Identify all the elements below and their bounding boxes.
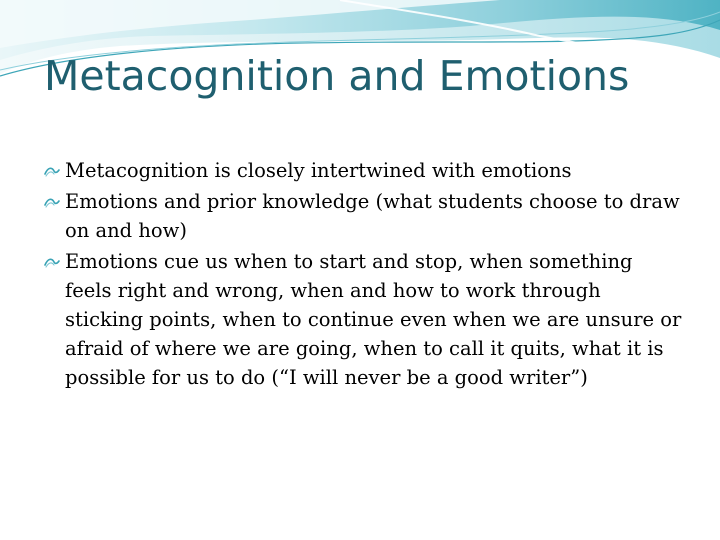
wave-bullet-icon — [44, 256, 60, 268]
wave-bullet-icon — [44, 165, 60, 177]
bullet-item — [44, 187, 684, 245]
bullet-text: Emotions cue us when to start and stop, when something feels right and wrong, when and how to work through sticking points, when to continue even when we are unsure or afraid of where we are going, when to call it quits, what it is possible for us to do (“I will never be a good writer”) — [65, 250, 682, 389]
bullet-item — [44, 247, 684, 392]
wave-bullet-icon — [44, 196, 60, 208]
bullet-list — [44, 156, 684, 394]
bullet-text: Emotions and prior knowledge (what students choose to draw on and how) — [65, 190, 680, 242]
slide-title: Metacognition and Emotions — [44, 52, 630, 100]
bullet-text: Metacognition is closely intertwined with emotions — [65, 159, 572, 182]
bullet-item — [44, 156, 684, 185]
